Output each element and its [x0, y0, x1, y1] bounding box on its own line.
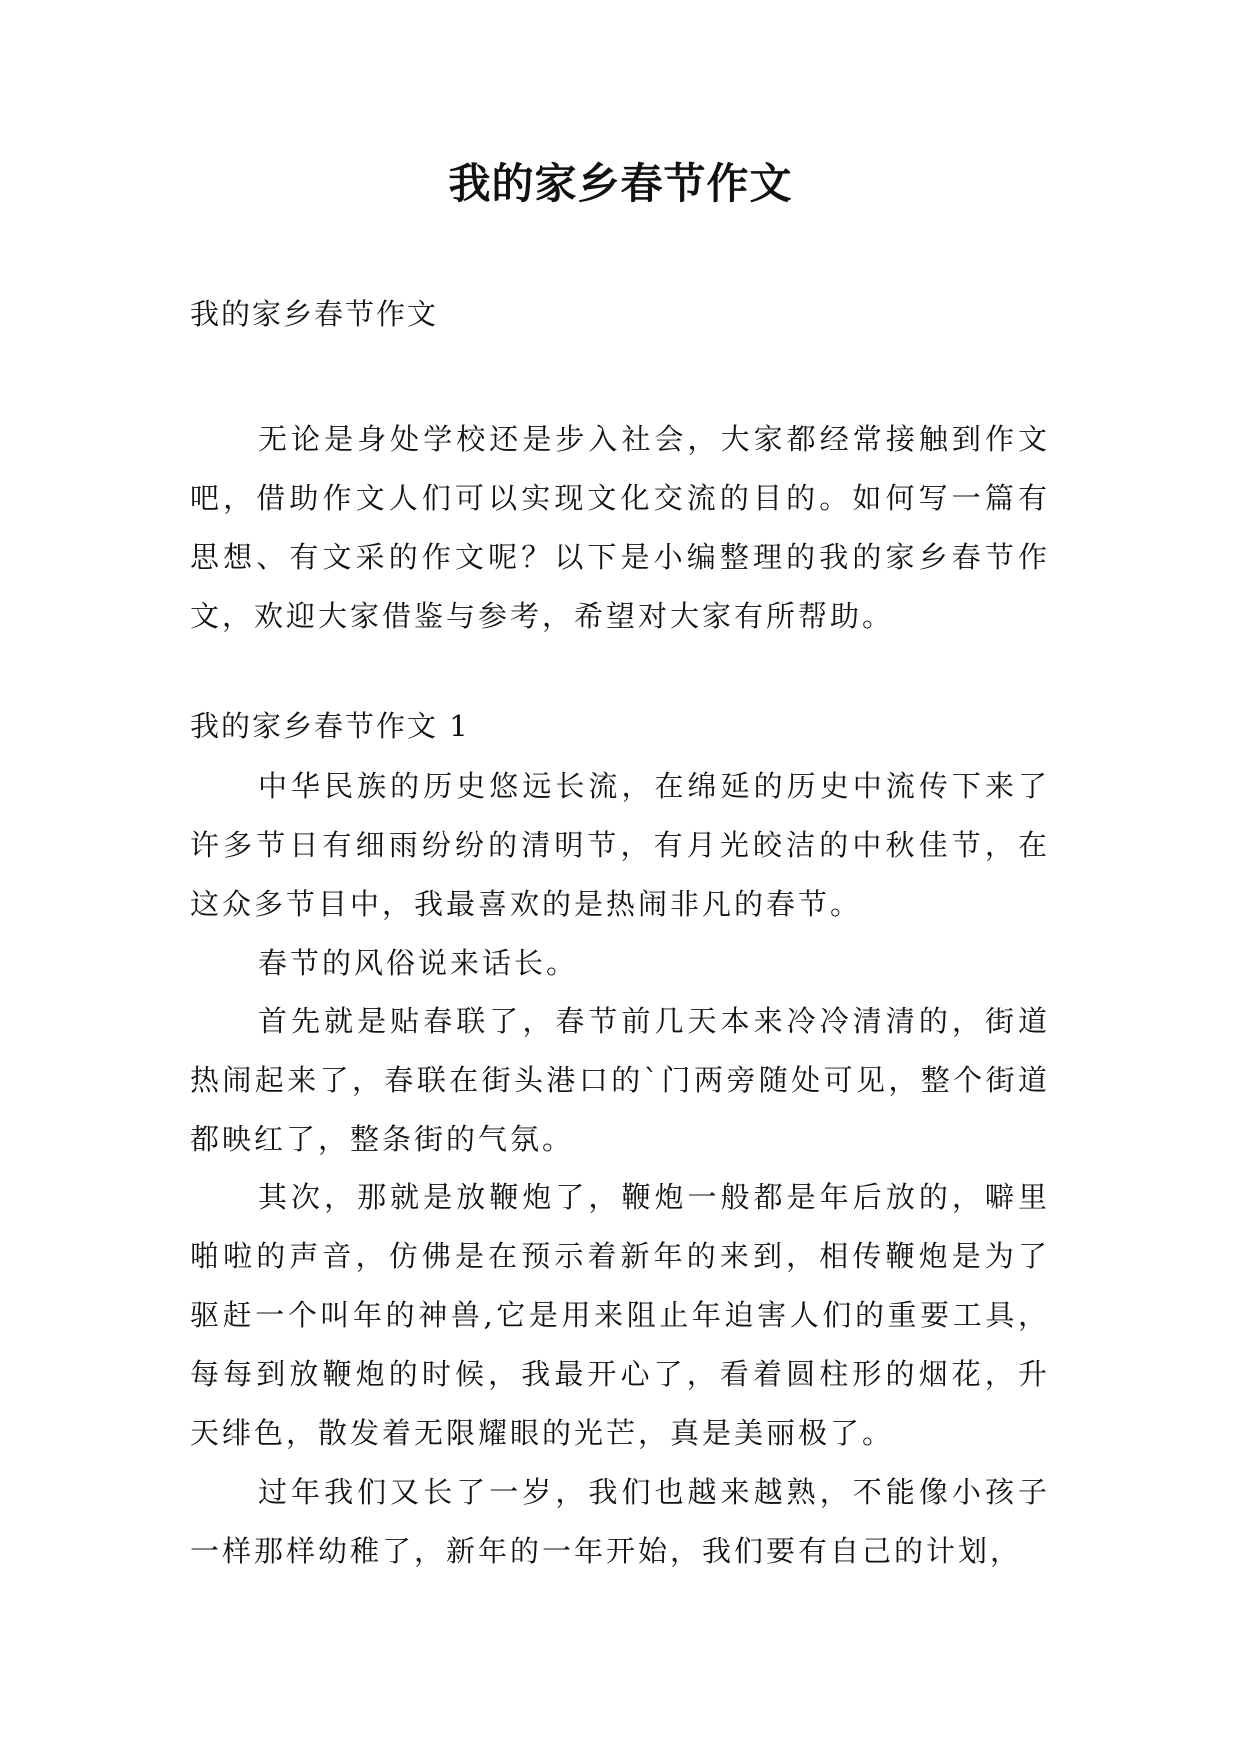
document-title: 我的家乡春节作文	[448, 159, 793, 208]
section-heading: 我的家乡春节作文 1	[190, 709, 470, 743]
body-paragraph: 中华民族的历史悠远长流，在绵延的历史中流传下来了许多节日有细雨纷纷的清明节，有月光皎洁的中秋佳节，在这众多节目中，我最喜欢的是热闹非凡的春节。	[190, 769, 1050, 921]
body-paragraph: 其次，那就是放鞭炮了，鞭炮一般都是年后放的，噼里啪啦的声音，仿佛是在预示着新年的来到，相传鞭炮是为了驱赶一个叫年的神兽,它是用来阻止年迫害人们的重要工具，每每到放鞭炮的时候，我最开心了，看着圆柱形的烟花，升天绯色，散发着无限耀眼的光芒，真是美丽极了。	[190, 1180, 1050, 1450]
body-paragraph: 首先就是贴春联了，春节前几天本来冷冷清清的，街道热闹起来了，春联在街头港口的`门两旁随处可见，整个街道都映红了，整条街的气氛。	[190, 1004, 1050, 1156]
document-subtitle: 我的家乡春节作文	[190, 297, 439, 331]
body-paragraph: 春节的风俗说来话长。	[258, 946, 579, 980]
intro-paragraph: 无论是身处学校还是步入社会，大家都经常接触到作文吧，借助作文人们可以实现文化交流的目的。如何写一篇有思想、有文采的作文呢？以下是小编整理的我的家乡春节作文，欢迎大家借鉴与参考，希望对大家有所帮助。	[190, 422, 1050, 633]
body-paragraph: 过年我们又长了一岁，我们也越来越熟，不能像小孩子一样那样幼稚了，新年的一年开始，我们要有自己的计划，	[190, 1475, 1050, 1568]
